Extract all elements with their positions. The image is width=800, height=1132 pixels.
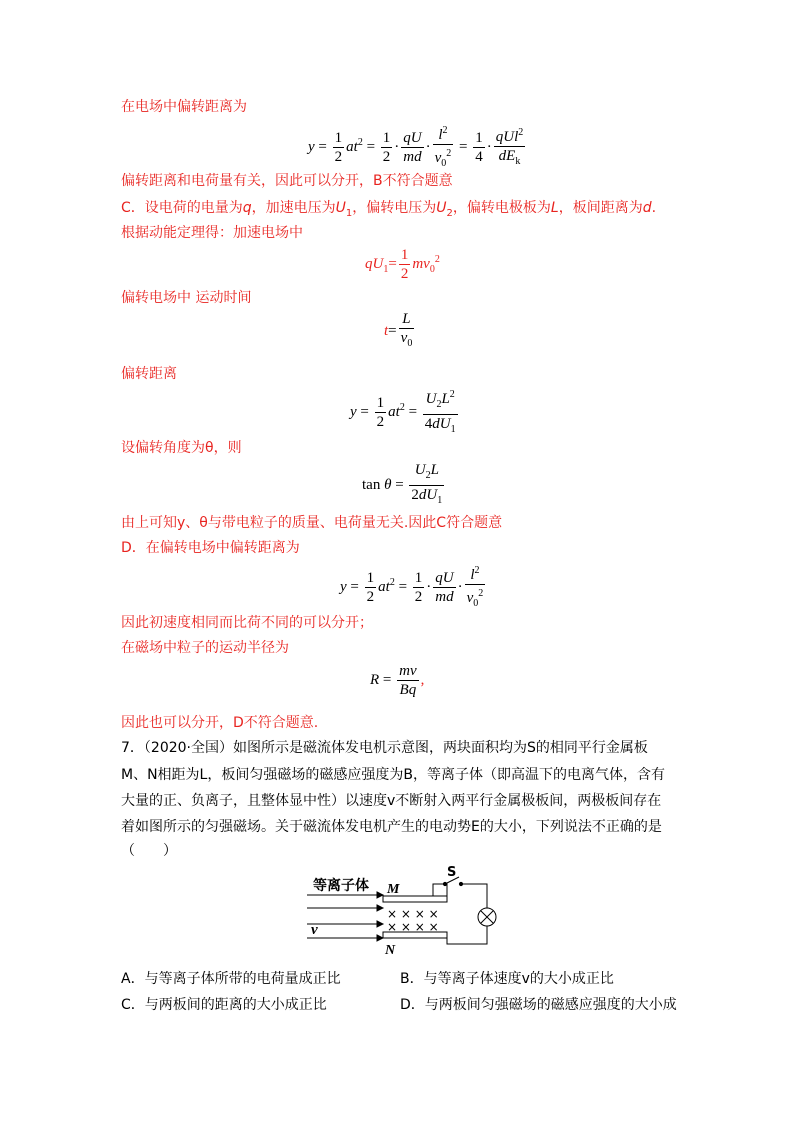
explanation-line: 因此也可以分开，D不符合题意. <box>121 715 319 731</box>
formula-time: t= $\frac{L}{v_0}$ <box>384 311 413 349</box>
question-line: M、N相距为L，板间匀强磁场的磁感应强度为B，等离子体（即高温下的电离气体，含有 <box>121 767 665 783</box>
explanation-line: 设偏转角度为θ，则 <box>121 440 242 456</box>
explanation-line: 在磁场中粒子的运动半径为 <box>121 640 289 656</box>
option-d[interactable]: D．与两板间匀强磁场的磁感应强度的大小成 <box>400 997 677 1013</box>
formula-deflection-1: y = $\frac{1}{2}$ $at^2$ = $\frac{1}{2}$ · $\frac{qU}{md}$ · $\frac{l^2}{v_0^2}$ = $\frac{1}{4}$ · $\frac{qUl^2}{dE_k}$ <box>308 122 527 173</box>
option-b[interactable]: B．与等离子体速度v的大小成正比 <box>400 971 614 987</box>
velocity-label: v <box>311 922 318 938</box>
plasma-label: 等离子体 <box>313 878 369 894</box>
question-line: 着如图所示的匀强磁场。关于磁流体发电机产生的电动势E的大小，下列说法不正确的是 <box>121 819 662 835</box>
explanation-line: 偏转距离和电荷量有关，因此可以分开，B不符合题意 <box>121 173 453 189</box>
explanation-line: 偏转电场中 运动时间 <box>121 290 252 306</box>
switch-label: S <box>447 866 457 880</box>
explanation-line: 由上可知y、θ与带电粒子的质量、电荷量无关.因此C符合题意 <box>121 515 503 531</box>
explanation-line: 偏转距离 <box>121 366 177 382</box>
formula-kinetic-energy: $qU_1=$ $\frac{1}{2}$ $mv_0^2$ <box>365 247 440 282</box>
plate-m-label: M <box>387 882 400 897</box>
question-line: 7．（2020·全国）如图所示是磁流体发电机示意图，两块面积均为S的相同平行金属板 <box>121 740 648 756</box>
option-c[interactable]: C．与两板间的距离的大小成正比 <box>121 997 327 1013</box>
option-a[interactable]: A．与等离子体所带的电荷量成正比 <box>121 971 341 987</box>
formula-tan-theta: tan θ = $\frac{U_2L}{2dU_1}$ <box>362 462 443 506</box>
mhd-generator-diagram <box>305 866 505 960</box>
formula-deflection-3: y = $\frac{1}{2}$ $at^2$ = $\frac{1}{2}$ · $\frac{qU}{md}$ · $\frac{l^2}{v_0^2}$ <box>340 562 487 613</box>
field-crosses-row1: × × × × <box>387 907 439 921</box>
explanation-line: 在电场中偏转距离为 <box>121 99 247 115</box>
plate-n-label: N <box>385 943 396 958</box>
question-line: （ ） <box>121 843 177 859</box>
question-line: 大量的正、负离子，且整体显中性）以速度v不断射入两平行金属极板间，两极板间存在 <box>121 793 662 809</box>
explanation-line: 根据动能定理得：加速电场中 <box>121 225 303 241</box>
explanation-line: D．在偏转电场中偏转距离为 <box>121 540 300 556</box>
plasma-arrows <box>307 892 383 941</box>
explanation-line: 因此初速度相同而比荷不同的可以分开； <box>121 615 373 631</box>
formula-radius: R = $\frac{mv}{Bq}$ , <box>370 663 425 698</box>
explanation-line-c: C．设电荷的电量为q，加速电压为$U_1$，偏转电压为$U_2$，偏转电极板为L，板间距离为d. <box>121 200 657 219</box>
formula-deflection-2: y = $\frac{1}{2}$ $at^2$ = $\frac{U_2L^2}{4dU_1}$ <box>350 386 460 439</box>
field-crosses-row2: × × × × <box>387 920 439 934</box>
